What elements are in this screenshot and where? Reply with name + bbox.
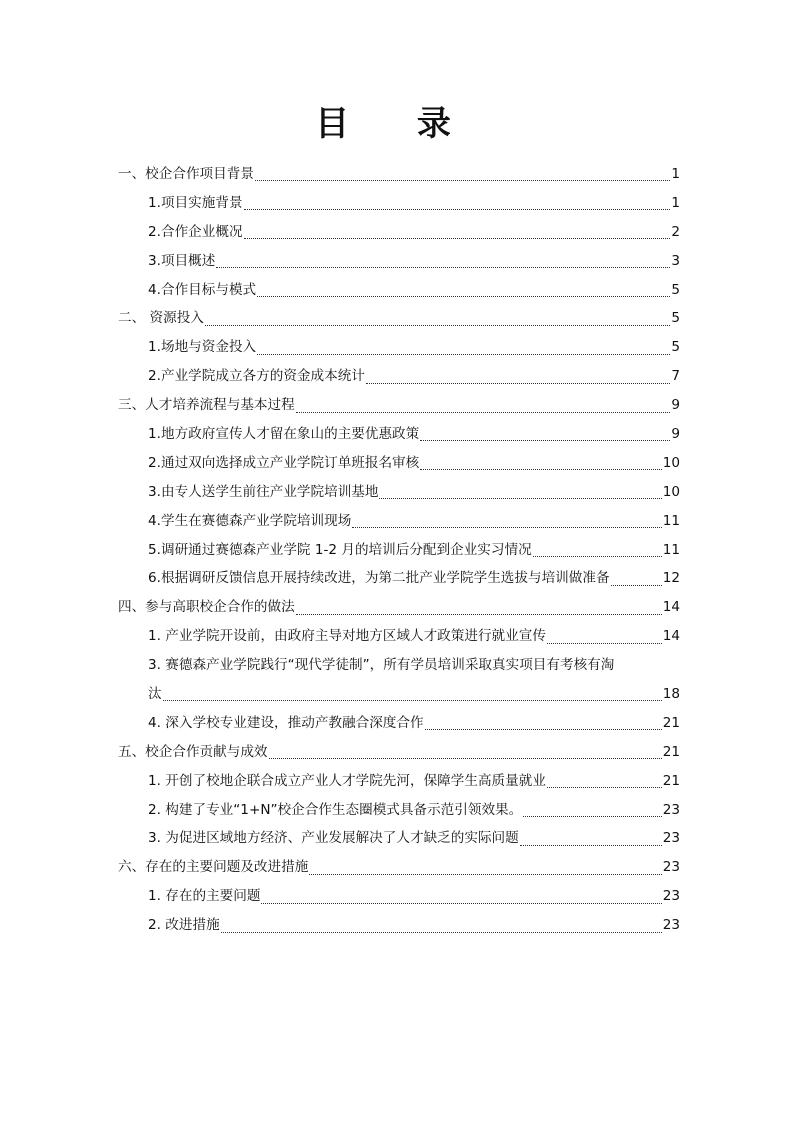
toc-entry-label: 四、参与高职校企合作的做法 [118,599,295,616]
toc-entry[interactable] [118,507,680,536]
toc-entry-page-number: 23 [662,801,680,818]
toc-entry-page-number: 9 [671,426,680,443]
toc-entry[interactable] [118,218,680,247]
toc-leader-dots [611,584,662,586]
toc-leader-dots [309,873,661,875]
toc-entry-label: 1.项目实施背景 [148,194,243,211]
toc-entry-label: 三、人才培养流程与基本过程 [118,397,295,414]
toc-leader-dots [221,931,662,933]
toc-leader-dots [205,324,670,326]
toc-entry[interactable] [118,853,680,882]
toc-entry[interactable] [118,911,680,940]
toc-entry[interactable] [118,767,680,796]
toc-entry-page-number: 11 [662,512,680,529]
toc-entry-label: 六、存在的主要问题及改进措施 [118,859,309,876]
toc-entry-label: 4. 深入学校专业建设，推动产教融合深度合作 [148,714,424,731]
toc-entry[interactable] [118,333,680,362]
toc-leader-dots [216,266,670,268]
toc-entry-page-number: 23 [662,917,680,934]
toc-entry[interactable] [118,564,680,593]
toc-entry-page-number: 21 [662,772,680,789]
toc-leader-dots [420,468,661,470]
toc-entry[interactable] [118,304,680,333]
toc-entry-page-number: 7 [671,368,680,385]
toc-entry-page-number: 9 [671,397,680,414]
toc-entry-label: 5.调研通过赛德森产业学院 1-2 月的培训后分配到企业实习情况 [148,541,532,558]
toc-entry-page-number: 11 [662,541,680,558]
toc-entry-label: 4.学生在赛德森产业学院培训现场 [148,512,352,529]
toc-entry[interactable] [118,160,680,189]
toc-entry[interactable] [118,738,680,767]
toc-entry[interactable] [118,391,680,420]
toc-entry-page-number: 23 [662,859,680,876]
toc-entry-page-number: 5 [671,281,680,298]
toc-leader-dots [420,439,670,441]
toc-entry-label: 1. 存在的主要问题 [148,888,261,905]
toc-leader-dots [255,179,670,181]
toc-entry[interactable] [118,622,680,651]
toc-leader-dots [244,237,671,239]
toc-entry-page-number: 18 [662,686,680,703]
toc-entry-label: 3.由专人送学生前往产业学院培训基地 [148,483,379,500]
toc-leader-dots [296,613,662,615]
toc-entry[interactable] [118,362,680,391]
toc-entry-label: 2. 改进措施 [148,917,220,934]
toc-entry[interactable] [118,680,680,709]
toc-leader-dots [425,728,662,730]
toc-leader-dots [244,208,671,210]
toc-entry-label: 2.产业学院成立各方的资金成本统计 [148,368,365,385]
toc-entry[interactable] [118,536,680,565]
toc-leader-dots [523,815,661,817]
toc-leader-dots [296,411,671,413]
toc-leader-dots [379,497,661,499]
toc-leader-dots [257,353,670,355]
toc-entry-label: 6.根据调研反馈信息开展持续改进，为第二批产业学院学生选拔与培训做准备 [148,570,610,587]
toc-entry-label: 1. 产业学院开设前，由政府主导对地方区域人才政策进行就业宣传 [148,628,546,645]
toc-entry-page-number: 1 [671,194,680,211]
toc-entry-page-number: 5 [671,310,680,327]
toc-entry[interactable] [118,420,680,449]
toc-entry-label: 3.项目概述 [148,252,216,269]
toc-entry-page-number: 2 [671,223,680,240]
toc-entry-label: 1. 开创了校地企联合成立产业人才学院先河，保障学生高质量就业 [148,772,546,789]
toc-entry-label: 五、校企合作贡献与成效 [118,743,268,760]
toc-entry-label: 2.合作企业概况 [148,223,243,240]
toc-entry[interactable] [118,709,680,738]
toc-entry-page-number: 14 [662,628,680,645]
toc-entry-label: 2.通过双向选择成立产业学院订单班报名审核 [148,454,420,471]
toc-entry[interactable] [118,882,680,911]
toc-entry-label: 3. 赛德森产业学院践行“现代学徒制”，所有学员培训采取真实项目有考核有淘 [148,657,615,674]
toc-entry-page-number: 5 [671,339,680,356]
toc-entry-label: 4.合作目标与模式 [148,281,257,298]
toc-leader-dots [352,526,661,528]
toc-entry-label: 1.场地与资金投入 [148,339,257,356]
toc-entry[interactable] [118,478,680,507]
toc-entry-page-number: 14 [662,599,680,616]
toc-leader-dots [163,699,662,701]
toc-entry[interactable] [118,449,680,478]
toc-entry-label: 3. 为促进区域地方经济、产业发展解决了人才缺乏的实际问题 [148,830,519,847]
toc-leader-dots [520,844,662,846]
toc-entry[interactable] [118,276,680,305]
toc-entry-page-number: 3 [671,252,680,269]
toc-entry-page-number: 23 [662,888,680,905]
toc-leader-dots [261,902,661,904]
toc-leader-dots [533,555,662,557]
toc-leader-dots [547,642,662,644]
toc-entry[interactable] [118,796,680,825]
toc-leader-dots [269,757,662,759]
toc-entry-page-number: 1 [671,166,680,182]
toc-leader-dots [366,382,670,384]
toc-entry-page-number: 23 [662,830,680,847]
toc-entry[interactable] [118,593,680,622]
toc-entry-page-number: 12 [662,570,680,587]
toc-entry[interactable] [118,247,680,276]
table-of-contents [118,160,680,940]
toc-leader-dots [257,295,670,297]
toc-entry[interactable] [118,651,680,680]
toc-entry-label: 2. 构建了专业“1+N”校企合作生态圈模式具备示范引领效果。 [148,801,523,818]
page-title: 目 录 [315,104,479,144]
toc-entry-label: 汰 [148,686,162,703]
toc-entry-page-number: 21 [662,743,680,760]
toc-entry[interactable] [118,189,680,218]
toc-entry-page-number: 21 [662,714,680,731]
toc-leader-dots [547,786,662,788]
toc-entry-label: 1.地方政府宣传人才留在象山的主要优惠政策 [148,426,420,443]
toc-entry-label: 二、 资源投入 [118,310,204,327]
toc-entry[interactable] [118,824,680,853]
toc-entry-page-number: 10 [662,454,680,471]
toc-entry-page-number: 10 [662,483,680,500]
toc-entry-label: 一、校企合作项目背景 [118,166,254,182]
